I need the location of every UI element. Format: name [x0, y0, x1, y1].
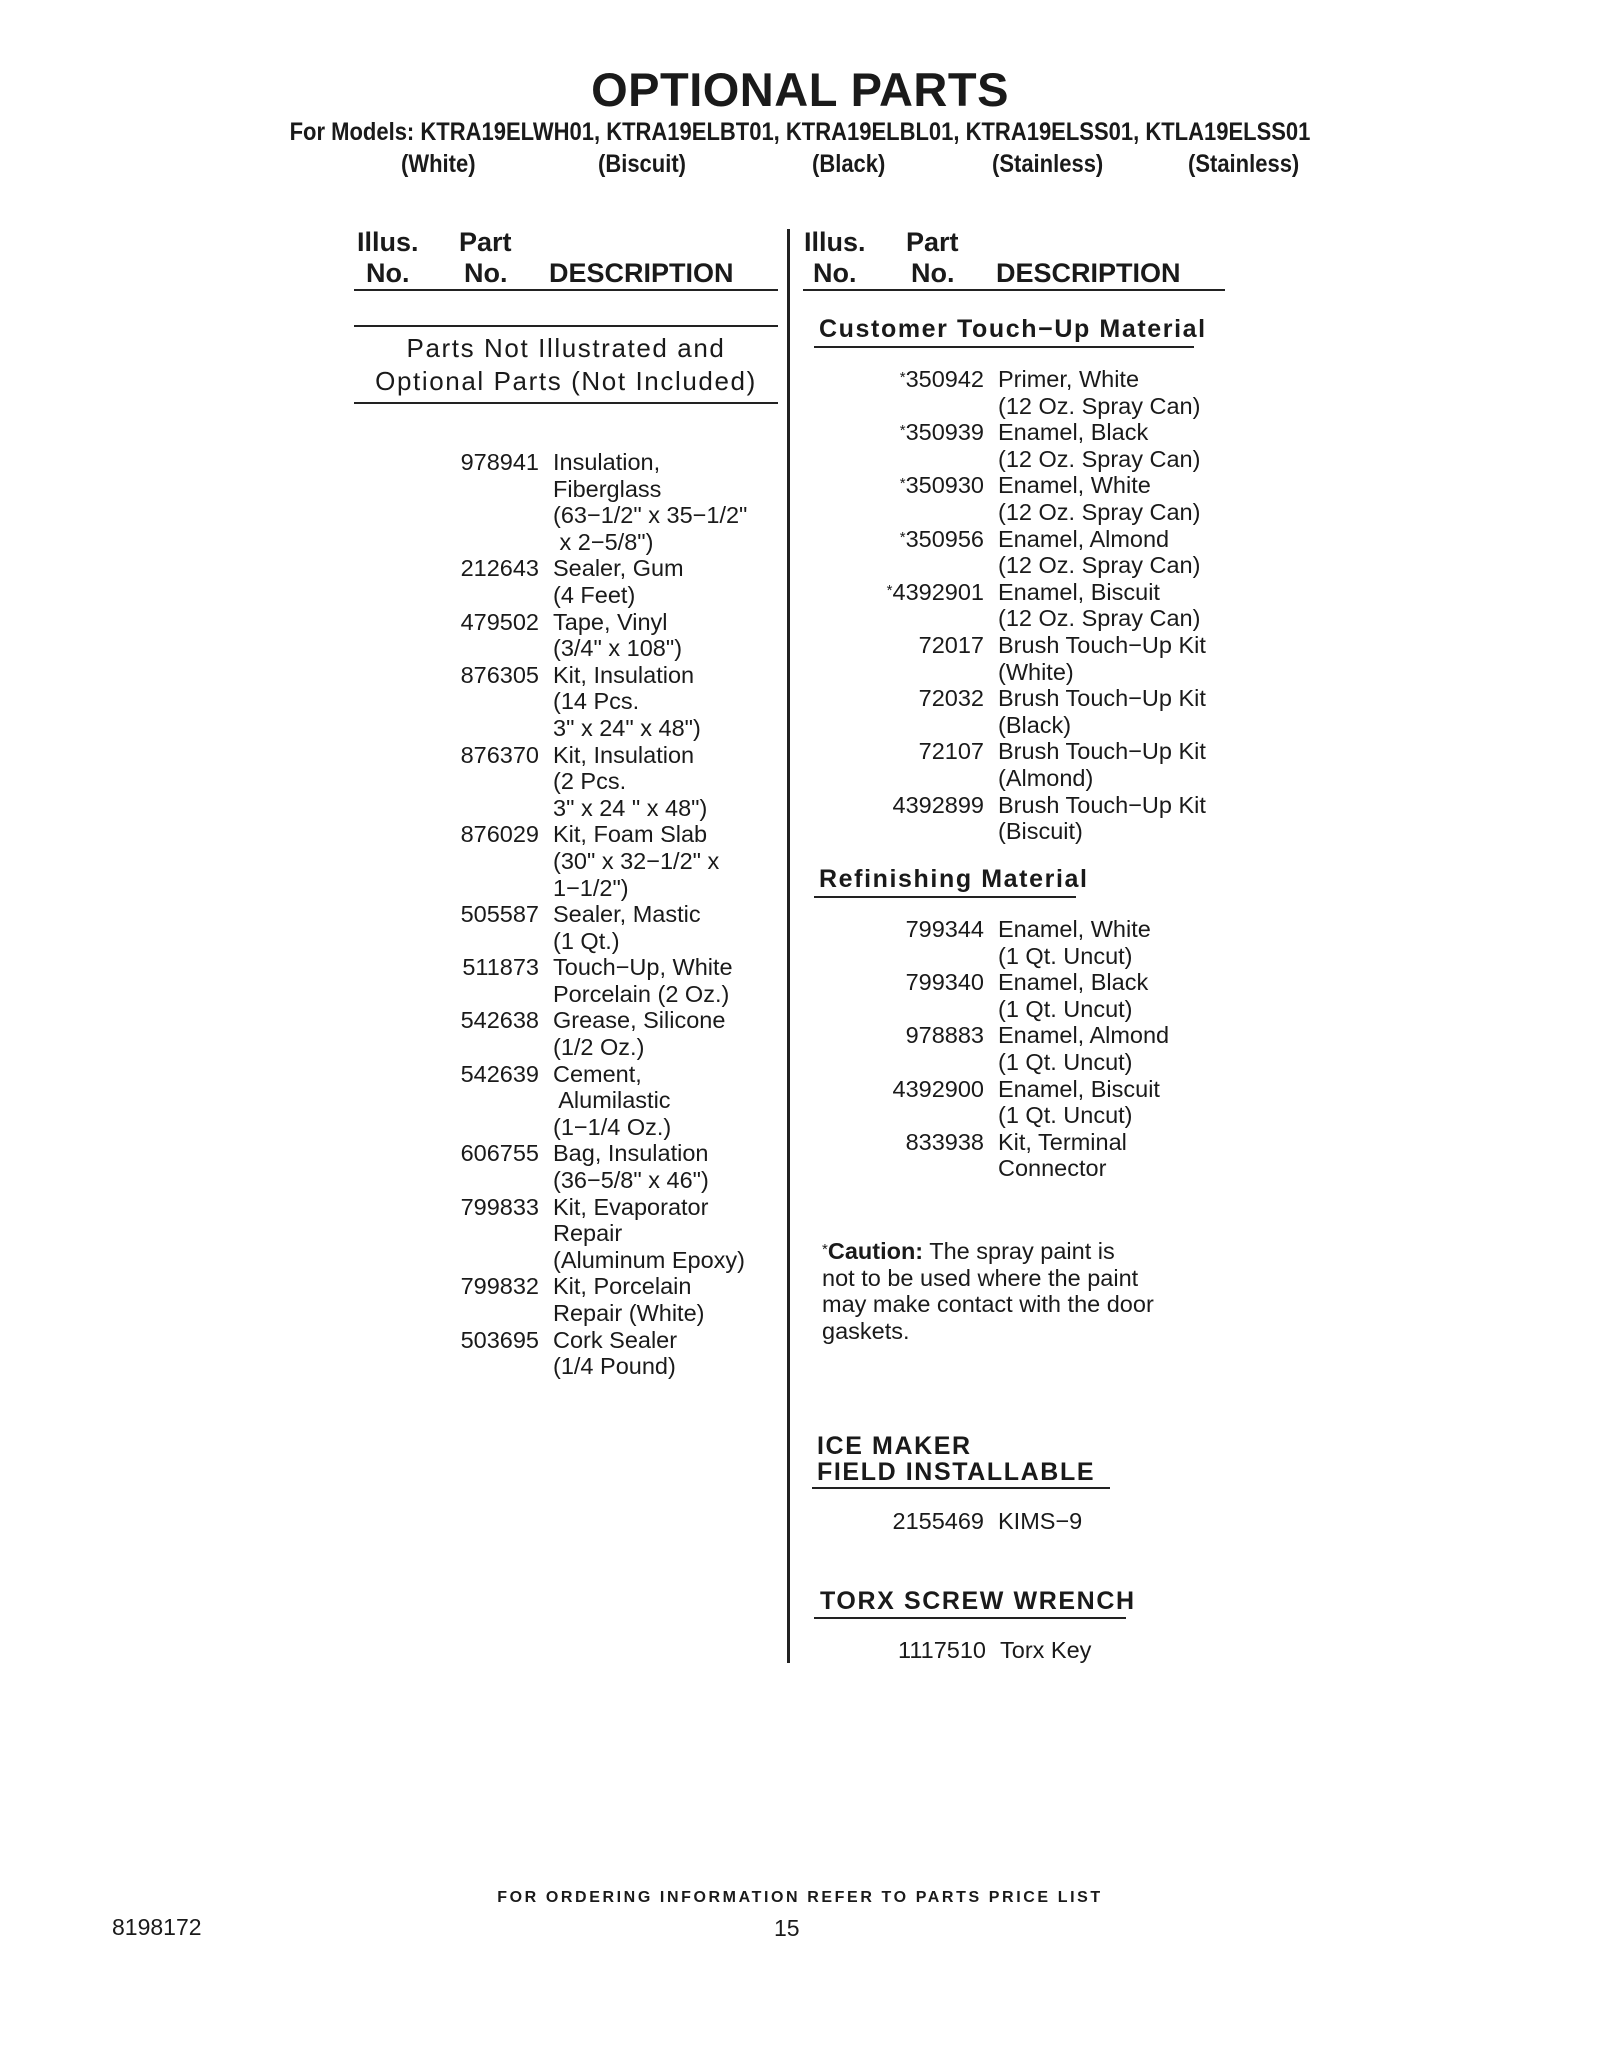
- color-label-white: (White): [401, 150, 476, 178]
- not-illustrated-line-2: Optional Parts (Not Included): [375, 366, 757, 396]
- part-number-cell: [828, 366, 984, 393]
- part-number: 503695: [460, 1326, 539, 1353]
- icemaker-parts-list: [828, 1508, 1082, 1535]
- part-description: Enamel, Black (12 Oz. Spray Can): [998, 419, 1201, 472]
- part-number-cell: [828, 738, 984, 765]
- part-number: 4392899: [892, 791, 984, 818]
- part-description: KIMS−9: [998, 1508, 1083, 1534]
- caution-asterisk: *: [886, 581, 893, 599]
- part-row: [416, 1007, 747, 1060]
- document-number: 8198172: [112, 1914, 202, 1940]
- refinishing-title-rule: [814, 896, 1076, 898]
- torx-title-rule: [814, 1617, 1126, 1619]
- touchup-parts-list: [828, 366, 1206, 845]
- part-number: 1117510: [898, 1637, 986, 1663]
- caution-asterisk: *: [822, 1241, 828, 1258]
- part-number-cell: [416, 555, 539, 582]
- part-number: 511873: [462, 954, 539, 981]
- part-row: [828, 472, 1206, 525]
- part-row: [828, 579, 1206, 632]
- refinishing-section-title: Refinishing Material: [819, 865, 1089, 893]
- part-row: [416, 742, 747, 822]
- part-number-cell: [828, 472, 984, 499]
- page-number: 15: [774, 1915, 800, 1941]
- part-description: Enamel, White (12 Oz. Spray Can): [998, 472, 1201, 525]
- part-number-cell: [828, 419, 984, 446]
- part-description: Brush Touch−Up Kit (White): [998, 631, 1206, 685]
- part-number-cell: [828, 685, 984, 712]
- part-row: [828, 1022, 1169, 1075]
- part-description: Kit, Porcelain Repair (White): [553, 1273, 705, 1326]
- part-number: 799832: [460, 1273, 539, 1300]
- column-divider: [787, 229, 790, 1663]
- part-number: 799833: [460, 1193, 539, 1220]
- part-number-cell: [828, 1508, 984, 1535]
- part-row: [416, 901, 747, 954]
- part-number: 978941: [460, 449, 539, 475]
- touchup-title-rule: [814, 346, 1194, 348]
- part-row: [416, 1327, 747, 1380]
- right-description-header: DESCRIPTION: [996, 258, 1181, 288]
- part-description: Insulation, Fiberglass (63−1/2" x 35−1/2" x 2−5/8"): [553, 449, 748, 555]
- page-title: OPTIONAL PARTS: [591, 63, 1009, 116]
- icemaker-title-rule: [812, 1487, 1110, 1489]
- left-illus-header: Illus.: [357, 227, 419, 257]
- caution-asterisk: *: [899, 422, 906, 440]
- part-row: [830, 1637, 1091, 1664]
- part-row: [416, 449, 747, 555]
- part-row: [828, 526, 1206, 579]
- left-part-no-header: No.: [464, 258, 508, 288]
- part-description: Primer, White (12 Oz. Spray Can): [998, 366, 1201, 419]
- part-number: 505587: [460, 901, 539, 928]
- color-label-stainless-2: (Stainless): [1188, 150, 1300, 178]
- part-number: 350930: [905, 472, 984, 499]
- right-illus-header: Illus.: [804, 227, 866, 257]
- part-description: Brush Touch−Up Kit (Black): [998, 685, 1206, 738]
- models-line: For Models: KTRA19ELWH01, KTRA19ELBT01, KTRA19ELBL01, KTRA19ELSS01, KTLA19ELSS01: [289, 118, 1311, 146]
- part-number-cell: [828, 579, 984, 606]
- part-row: [828, 969, 1169, 1022]
- part-description: Sealer, Gum (4 Feet): [553, 555, 684, 608]
- part-description: Kit, Insulation (14 Pcs. 3" x 24" x 48"): [553, 661, 701, 741]
- part-number-cell: [416, 821, 539, 848]
- part-number: 72032: [918, 685, 984, 712]
- part-number: 2155469: [892, 1508, 984, 1534]
- not-illustrated-heading: [354, 332, 778, 398]
- part-description: Enamel, Biscuit (12 Oz. Spray Can): [998, 578, 1201, 632]
- part-number-cell: [416, 1194, 539, 1221]
- part-row: [416, 609, 747, 662]
- part-row: [416, 1194, 747, 1274]
- right-header-rule: [803, 289, 1225, 291]
- part-number-cell: [828, 969, 984, 996]
- right-part-no-header: No.: [911, 258, 955, 288]
- part-number-cell: [416, 609, 539, 636]
- part-description: Tape, Vinyl (3/4" x 108"): [553, 608, 683, 662]
- part-row: [828, 419, 1206, 472]
- box-bottom-rule: [354, 402, 778, 404]
- part-description: Torx Key: [1000, 1637, 1092, 1663]
- part-number-cell: [828, 916, 984, 943]
- part-description: Grease, Silicone (1/2 Oz.): [553, 1007, 726, 1061]
- part-row: [828, 685, 1206, 738]
- part-number: 876370: [460, 741, 539, 768]
- part-description: Kit, Terminal Connector: [998, 1128, 1127, 1182]
- part-description: Enamel, Almond (12 Oz. Spray Can): [998, 525, 1201, 579]
- part-number-cell: [416, 1140, 539, 1167]
- color-label-stainless-1: (Stainless): [992, 150, 1104, 178]
- part-row: [828, 1129, 1169, 1182]
- part-description: Brush Touch−Up Kit (Biscuit): [998, 791, 1206, 845]
- part-number: 72017: [918, 631, 984, 658]
- part-number: 606755: [460, 1140, 539, 1167]
- part-row: [828, 632, 1206, 685]
- part-number: 4392900: [892, 1075, 984, 1102]
- part-number-cell: [416, 742, 539, 769]
- part-number-cell: [830, 1637, 986, 1664]
- part-row: [416, 954, 747, 1007]
- part-number: 876029: [460, 821, 539, 848]
- part-number-cell: [828, 526, 984, 553]
- caution-asterisk: *: [899, 528, 906, 546]
- touchup-section-title: Customer Touch−Up Material: [819, 315, 1207, 343]
- part-description: Enamel, White (1 Qt. Uncut): [998, 916, 1151, 969]
- part-row: [416, 1273, 747, 1326]
- part-number-cell: [416, 1273, 539, 1300]
- part-number-cell: [416, 1327, 539, 1354]
- optional-parts-list: [416, 449, 747, 1380]
- part-number-cell: [828, 1022, 984, 1049]
- caution-text: The spray paint is not to be used where the paint may make contact with the door gaskets.: [822, 1238, 1154, 1344]
- icemaker-title-line-1: ICE MAKER: [817, 1432, 972, 1460]
- part-description: Sealer, Mastic (1 Qt.): [553, 901, 701, 954]
- part-number: 350956: [905, 525, 984, 552]
- part-number: 876305: [460, 661, 539, 688]
- part-number: 542639: [460, 1060, 539, 1087]
- refinishing-parts-list: [828, 916, 1169, 1182]
- part-number-cell: [828, 1076, 984, 1103]
- part-row: [828, 366, 1206, 419]
- left-illus-no-header: No.: [366, 258, 410, 288]
- part-number: 799344: [905, 916, 984, 942]
- left-part-header: Part: [459, 227, 512, 257]
- part-number-cell: [416, 449, 539, 476]
- part-description: Enamel, Biscuit (1 Qt. Uncut): [998, 1075, 1160, 1129]
- part-number-cell: [828, 632, 984, 659]
- caution-asterisk: *: [899, 475, 906, 493]
- part-row: [828, 1076, 1169, 1129]
- part-description: Kit, Foam Slab (30" x 32−1/2" x 1−1/2"): [553, 821, 720, 901]
- not-illustrated-line-1: Parts Not Illustrated and: [406, 333, 726, 363]
- icemaker-title-line-2: FIELD INSTALLABLE: [817, 1458, 1096, 1486]
- caution-note: [822, 1238, 1154, 1344]
- part-number: 799340: [905, 969, 984, 996]
- part-description: Cork Sealer (1/4 Pound): [553, 1326, 678, 1380]
- caution-label: Caution:: [827, 1238, 924, 1264]
- part-description: Brush Touch−Up Kit (Almond): [998, 738, 1206, 791]
- part-description: Enamel, Almond (1 Qt. Uncut): [998, 1022, 1170, 1075]
- part-number-cell: [828, 1129, 984, 1156]
- part-description: Bag, Insulation (36−5/8" x 46"): [553, 1140, 709, 1194]
- part-number: 212643: [460, 555, 539, 582]
- part-number: 350939: [905, 419, 984, 446]
- part-description: Kit, Evaporator Repair (Aluminum Epoxy): [553, 1193, 745, 1273]
- ordering-info-note: FOR ORDERING INFORMATION REFER TO PARTS PRICE LIST: [497, 1889, 1103, 1906]
- part-row: [828, 1508, 1082, 1535]
- right-part-header: Part: [906, 227, 959, 257]
- part-number: 72107: [918, 738, 984, 765]
- part-row: [416, 555, 747, 608]
- left-description-header: DESCRIPTION: [549, 258, 734, 288]
- part-number: 4392901: [892, 578, 984, 605]
- box-top-rule: [354, 325, 778, 327]
- part-number-cell: [828, 792, 984, 819]
- part-number-cell: [416, 1061, 539, 1088]
- part-number: 542638: [460, 1007, 539, 1034]
- part-number-cell: [416, 662, 539, 689]
- part-row: [416, 821, 747, 901]
- part-description: Cement, Alumilastic (1−1/4 Oz.): [553, 1060, 672, 1140]
- color-label-biscuit: (Biscuit): [598, 150, 686, 178]
- part-description: Enamel, Black (1 Qt. Uncut): [998, 969, 1149, 1022]
- part-row: [828, 792, 1206, 845]
- color-label-black: (Black): [812, 150, 886, 178]
- part-description: Touch−Up, White Porcelain (2 Oz.): [553, 954, 733, 1007]
- part-row: [416, 662, 747, 742]
- part-number-cell: [416, 901, 539, 928]
- part-row: [416, 1140, 747, 1193]
- part-row: [828, 916, 1169, 969]
- part-number: 978883: [905, 1022, 984, 1049]
- part-number-cell: [416, 954, 539, 981]
- caution-asterisk: *: [899, 369, 906, 386]
- left-header-rule: [354, 289, 778, 291]
- part-description: Kit, Insulation (2 Pcs. 3" x 24 " x 48"): [553, 741, 708, 821]
- right-illus-no-header: No.: [813, 258, 857, 288]
- torx-parts-list: [830, 1637, 1091, 1664]
- part-number: 479502: [460, 608, 539, 635]
- torx-section-title: TORX SCREW WRENCH: [820, 1587, 1136, 1615]
- part-row: [828, 738, 1206, 791]
- part-number: 833938: [905, 1128, 984, 1155]
- part-number-cell: [416, 1007, 539, 1034]
- part-number: 350942: [905, 366, 984, 392]
- part-row: [416, 1061, 747, 1141]
